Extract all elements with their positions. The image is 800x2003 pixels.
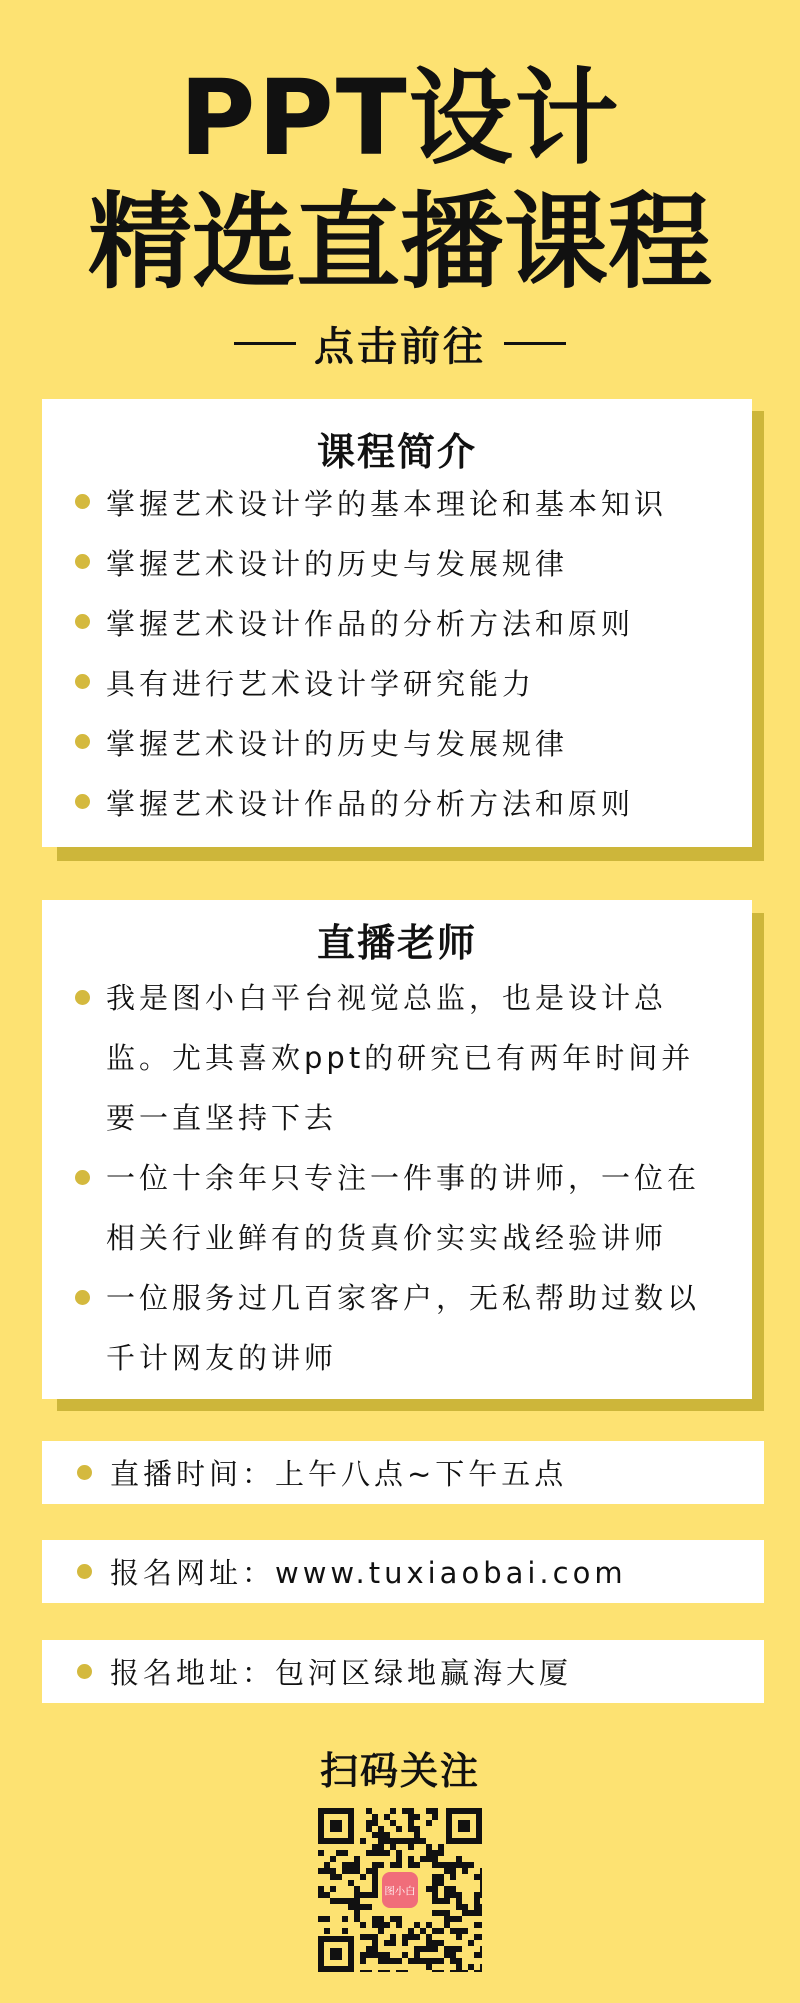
qr-title: 扫码关注: [319, 1749, 480, 1793]
teacher-card: [42, 900, 752, 1399]
bullet-icon: [75, 614, 90, 629]
bullet-icon: [75, 674, 90, 689]
list-item-text: 掌握艺术设计作品的分析方法和原则: [106, 787, 635, 821]
list-item: [75, 968, 726, 1148]
divider-right: [504, 342, 566, 345]
divider-left: [234, 342, 296, 345]
bullet-icon: [75, 794, 90, 809]
list-item-text: 具有进行艺术设计学研究能力: [106, 667, 536, 701]
signup-address-text: 报名地址：包河区绿地赢海大厦: [110, 1656, 573, 1690]
list-item-text: 我是图小白平台视觉总监，也是设计总监。尤其喜欢ppt的研究已有两年时间并要一直坚持下去: [106, 981, 695, 1135]
list-item: [75, 1148, 726, 1268]
bullet-icon: [77, 1564, 92, 1579]
list-item: [75, 602, 634, 643]
teacher-title: 直播老师: [316, 921, 477, 965]
signup-url-bar[interactable]: [42, 1540, 764, 1603]
qr-code-icon[interactable]: [318, 1808, 482, 1972]
bullet-icon: [75, 990, 90, 1005]
course-intro-title: 课程简介: [316, 430, 477, 474]
list-item: [75, 542, 568, 583]
live-time-text: 直播时间：上午八点~下午五点: [110, 1457, 568, 1491]
go-link[interactable]: [0, 318, 800, 368]
page-title-line1: PPT设计: [179, 57, 621, 179]
list-item-text: 一位服务过几百家客户，无私帮助过数以千计网友的讲师: [106, 1281, 701, 1375]
go-link-label: 点击前往: [314, 323, 486, 370]
list-item: [75, 722, 568, 763]
bullet-icon: [75, 1290, 90, 1305]
list-item-text: 掌握艺术设计的历史与发展规律: [106, 547, 569, 581]
list-item: [75, 662, 535, 703]
list-item: [75, 482, 667, 523]
qr-logo-text: 图小白: [384, 1885, 416, 1898]
course-intro-card: [42, 399, 752, 847]
bullet-icon: [75, 734, 90, 749]
bullet-icon: [75, 494, 90, 509]
signup-address-bar: [42, 1640, 764, 1703]
bullet-icon: [75, 1170, 90, 1185]
list-item-text: 掌握艺术设计作品的分析方法和原则: [106, 607, 635, 641]
list-item: [75, 1268, 726, 1388]
bullet-icon: [77, 1664, 92, 1679]
list-item-text: 掌握艺术设计学的基本理论和基本知识: [106, 487, 668, 521]
live-time-bar: [42, 1441, 764, 1504]
signup-url-text[interactable]: 报名网址：www.tuxiaobai.com: [110, 1556, 627, 1590]
bullet-icon: [77, 1465, 92, 1480]
list-item-text: 一位十余年只专注一件事的讲师，一位在相关行业鲜有的货真价实实战经验讲师: [106, 1161, 701, 1255]
list-item-text: 掌握艺术设计的历史与发展规律: [106, 727, 569, 761]
list-item: [75, 782, 634, 823]
page-title-line2: 精选直播课程: [87, 181, 712, 303]
bullet-icon: [75, 554, 90, 569]
